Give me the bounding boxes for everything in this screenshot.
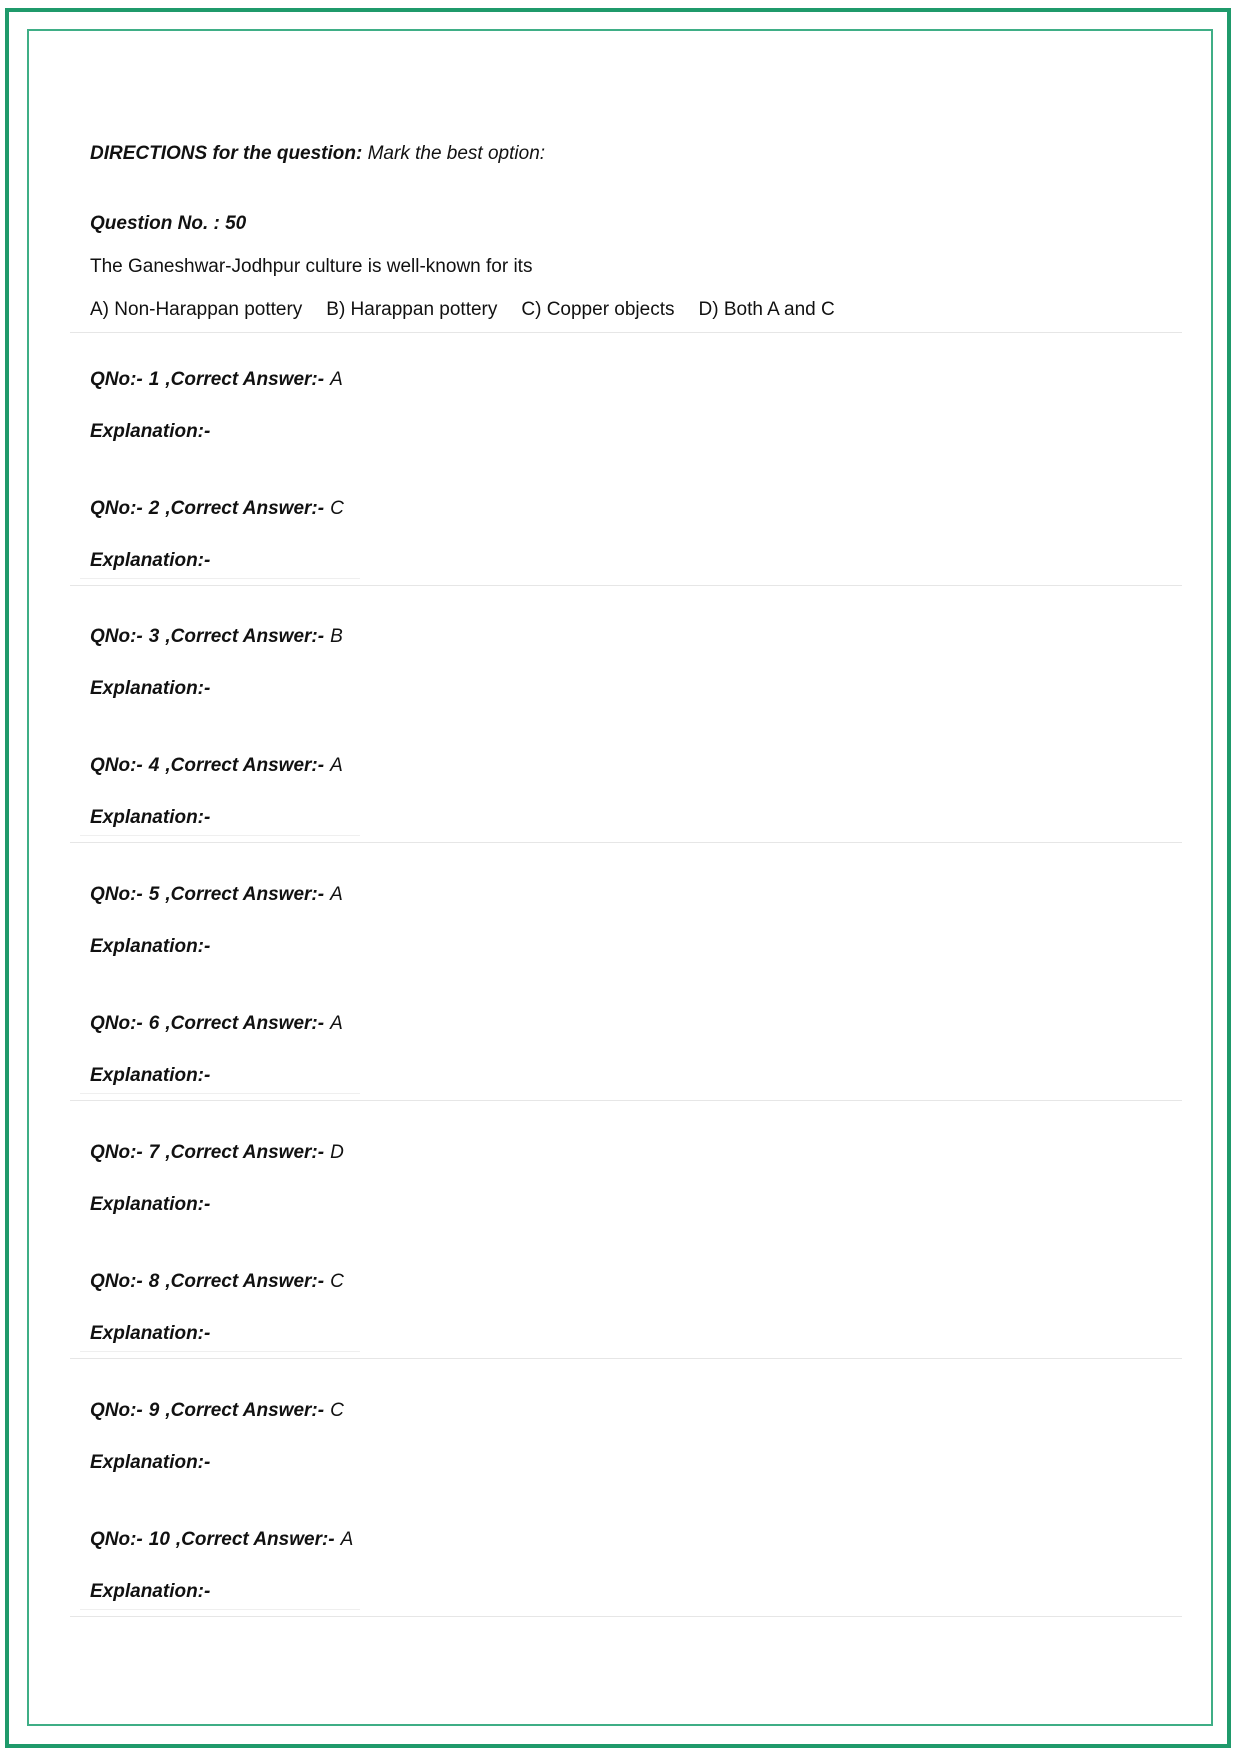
option-b: B) Harappan pottery <box>326 299 498 320</box>
directions-text: Mark the best option: <box>367 143 546 164</box>
question-options <box>90 299 835 321</box>
correct-answer-value: C <box>330 1400 344 1421</box>
explanation-label: Explanation:- <box>90 678 211 699</box>
answer-item <box>0 1400 1240 1528</box>
answer-item <box>0 498 1240 626</box>
correct-answer-label: ,Correct Answer:- <box>165 369 325 390</box>
answer-line <box>90 884 343 906</box>
correct-answer-value: D <box>330 1142 344 1163</box>
correct-answer-label: ,Correct Answer:- <box>165 626 325 647</box>
qno-label: QNo:- <box>90 626 143 647</box>
explanation-label: Explanation:- <box>90 1452 211 1473</box>
correct-answer-label: ,Correct Answer:- <box>165 498 325 519</box>
correct-answer-value: B <box>330 626 343 647</box>
qno-value: 1 <box>148 369 160 390</box>
correct-answer-value: C <box>330 1271 344 1292</box>
answer-line <box>90 755 343 777</box>
answer-line <box>90 498 344 520</box>
correct-answer-value: A <box>330 1013 343 1034</box>
directions-lead: DIRECTIONS for the question: <box>90 143 363 164</box>
divider <box>70 1100 1182 1101</box>
divider <box>70 1358 1182 1359</box>
answer-line <box>90 1400 344 1422</box>
explanation-label: Explanation:- <box>90 1194 211 1215</box>
answer-line <box>90 1529 353 1551</box>
correct-answer-value: A <box>330 369 343 390</box>
divider <box>80 1093 360 1094</box>
correct-answer-value: A <box>340 1529 354 1550</box>
qno-label: QNo:- <box>90 755 143 776</box>
divider <box>80 835 360 836</box>
correct-answer-value: A <box>330 884 343 905</box>
question-divider <box>70 332 1182 333</box>
answer-item <box>0 884 1240 1012</box>
answer-item <box>0 369 1240 497</box>
qno-value: 6 <box>148 1013 160 1034</box>
explanation-label: Explanation:- <box>90 550 211 571</box>
answer-line <box>90 1142 344 1164</box>
answer-item <box>0 755 1240 883</box>
explanation-label: Explanation:- <box>90 1065 211 1086</box>
explanation-label: Explanation:- <box>90 421 211 442</box>
correct-answer-value: C <box>330 498 344 519</box>
explanation-label: Explanation:- <box>90 936 211 957</box>
divider <box>70 842 1182 843</box>
qno-value: 7 <box>148 1142 160 1163</box>
qno-label: QNo:- <box>90 1400 143 1421</box>
qno-value: 10 <box>148 1529 170 1550</box>
option-d: D) Both A and C <box>698 299 835 320</box>
correct-answer-label: ,Correct Answer:- <box>165 755 325 776</box>
explanation-label: Explanation:- <box>90 1581 211 1602</box>
qno-label: QNo:- <box>90 1013 143 1034</box>
qno-label: QNo:- <box>90 1271 143 1292</box>
qno-value: 8 <box>148 1271 160 1292</box>
directions <box>90 143 545 165</box>
qno-label: QNo:- <box>90 884 143 905</box>
divider <box>80 578 360 579</box>
correct-answer-label: ,Correct Answer:- <box>175 1529 335 1550</box>
answer-line <box>90 626 343 648</box>
divider <box>70 1616 1182 1617</box>
question-text: The Ganeshwar-Jodhpur culture is well-known for its <box>90 256 533 277</box>
explanation-label: Explanation:- <box>90 1323 211 1344</box>
correct-answer-value: A <box>330 755 343 776</box>
qno-value: 9 <box>148 1400 160 1421</box>
qno-label: QNo:- <box>90 1142 143 1163</box>
correct-answer-label: ,Correct Answer:- <box>165 1013 325 1034</box>
question-number: Question No. : 50 <box>90 213 247 234</box>
divider <box>70 585 1182 586</box>
qno-value: 3 <box>148 626 160 647</box>
divider <box>80 1351 360 1352</box>
answer-item <box>0 626 1240 754</box>
correct-answer-label: ,Correct Answer:- <box>165 1142 325 1163</box>
option-c: C) Copper objects <box>521 299 675 320</box>
answer-line <box>90 1271 344 1293</box>
correct-answer-label: ,Correct Answer:- <box>165 884 325 905</box>
correct-answer-label: ,Correct Answer:- <box>165 1271 325 1292</box>
answer-line <box>90 369 343 391</box>
qno-value: 4 <box>148 755 160 776</box>
qno-label: QNo:- <box>90 369 143 390</box>
answer-line <box>90 1013 343 1035</box>
qno-value: 2 <box>148 498 160 519</box>
qno-value: 5 <box>148 884 160 905</box>
qno-label: QNo:- <box>90 1529 143 1550</box>
divider <box>80 1609 360 1610</box>
answer-item <box>0 1013 1240 1141</box>
answer-item <box>0 1271 1240 1399</box>
qno-label: QNo:- <box>90 498 143 519</box>
answer-item <box>0 1529 1240 1657</box>
option-a: A) Non-Harappan pottery <box>90 299 303 320</box>
answer-item <box>0 1142 1240 1270</box>
correct-answer-label: ,Correct Answer:- <box>165 1400 325 1421</box>
explanation-label: Explanation:- <box>90 807 211 828</box>
